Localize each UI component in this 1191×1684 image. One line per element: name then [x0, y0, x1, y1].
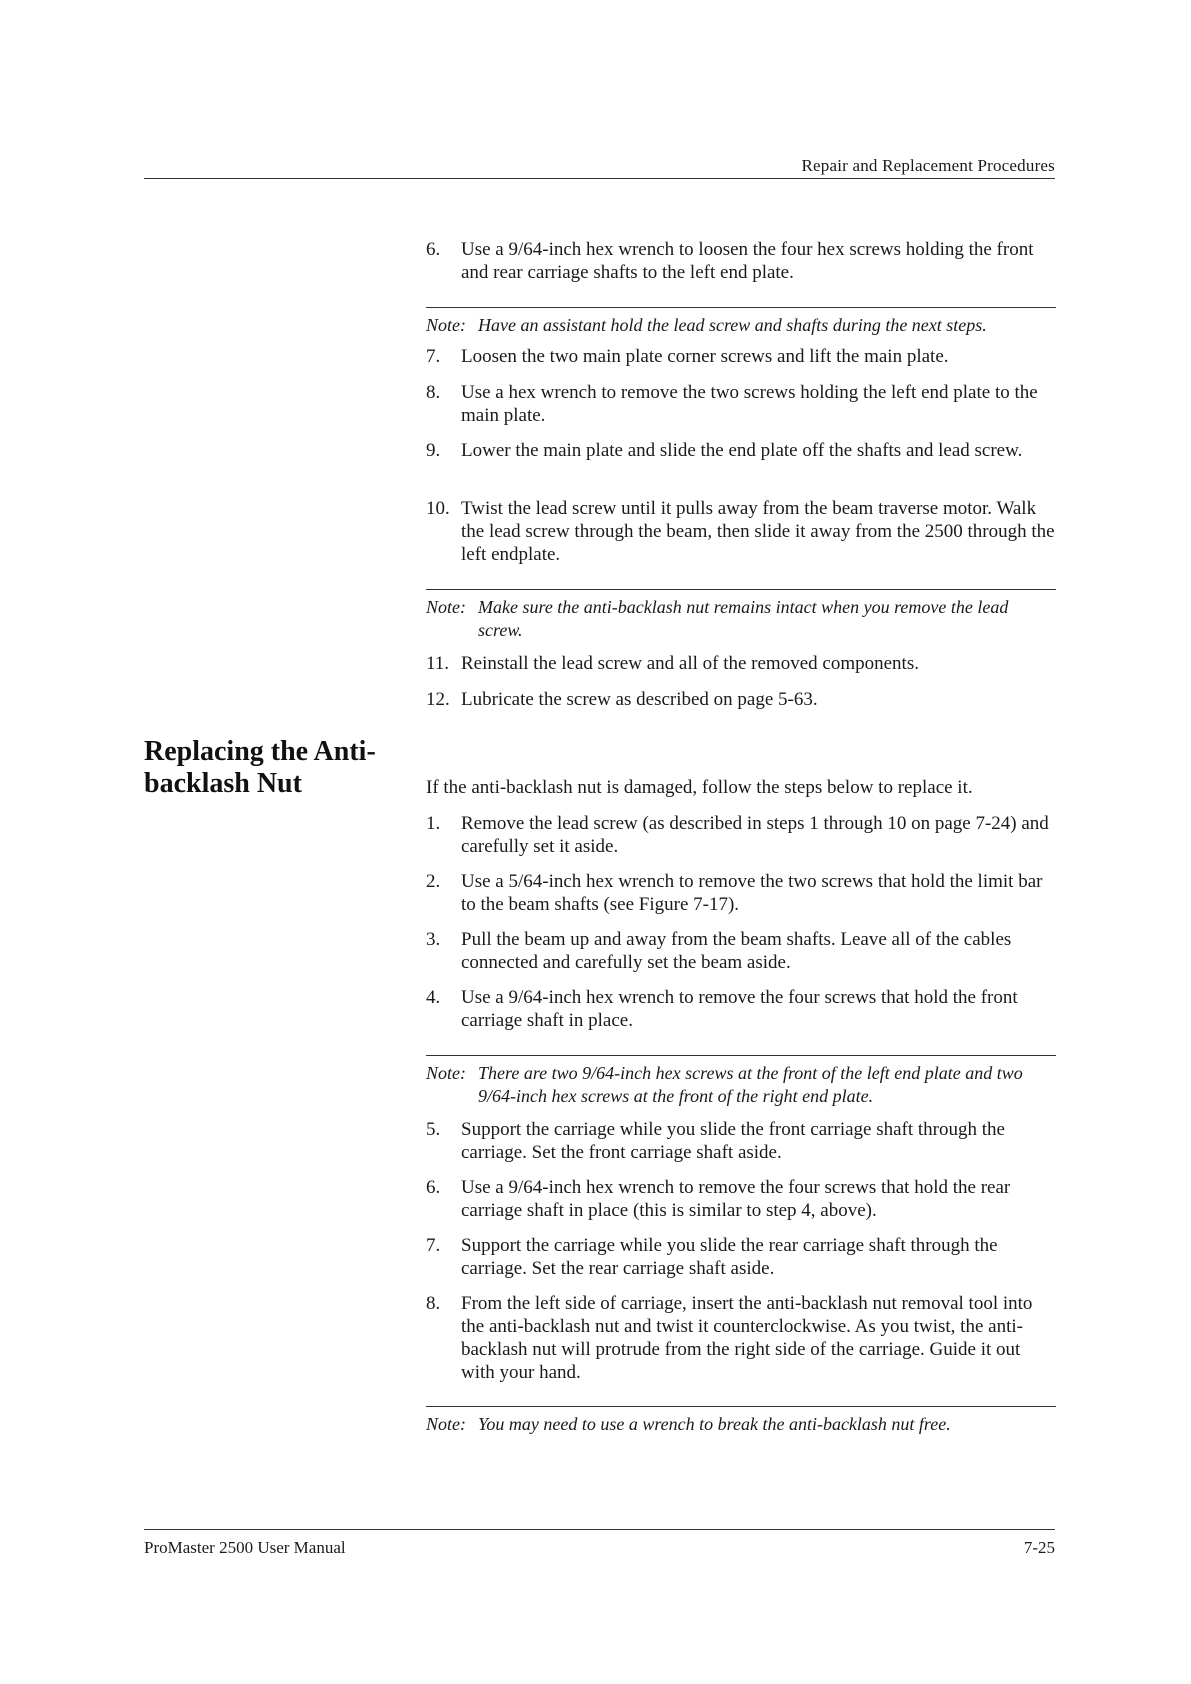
- step-text: Reinstall the lead screw and all of the removed components.: [461, 653, 919, 674]
- running-header: Repair and Replacement Procedures: [801, 156, 1055, 175]
- step-number: 11.: [426, 653, 450, 674]
- note-wrench: [426, 1413, 1056, 1436]
- note-text: Make sure the anti-backlash nut remains intact when you remove the lead screw.: [478, 597, 1009, 640]
- step-12: [426, 688, 1056, 711]
- header-rule: [144, 178, 1055, 179]
- note-text: There are two 9/64-inch hex screws at the front of the left end plate and two 9/64-inch hex screws at the front of the right end plate.: [478, 1063, 1023, 1106]
- step-number: 6.: [426, 239, 441, 260]
- note-hex-screws: [426, 1062, 1056, 1108]
- step-text: Loosen the two main plate corner screws and lift the main plate.: [461, 346, 949, 367]
- step-text: Use a 9/64-inch hex wrench to remove the four screws that hold the rear carriage shaft in place (this is similar to step 4, above).: [461, 1177, 1011, 1221]
- note-rule: [426, 1055, 1056, 1056]
- step-number: 9.: [426, 440, 441, 461]
- note-label: Note:: [426, 1414, 466, 1434]
- step-text: From the left side of carriage, insert the anti-backlash nut removal tool into the anti-backlash nut and twist it counterclockwise. As you twist, the anti-backlash nut will protrude from the right side of the carriage. Guide it out with your hand.: [461, 1293, 1033, 1383]
- step-text: Use a 9/64-inch hex wrench to loosen the four hex screws holding the front and rear carriage shafts to the left end plate.: [461, 239, 1034, 283]
- step-7: [426, 345, 1056, 368]
- step-number: 6.: [426, 1177, 441, 1198]
- step-number: 8.: [426, 382, 441, 403]
- step-text: Support the carriage while you slide the front carriage shaft through the carriage. Set the front carriage shaft aside.: [461, 1119, 1005, 1163]
- step-6: [426, 238, 1056, 284]
- step-number: 2.: [426, 871, 441, 892]
- step-8: [426, 381, 1056, 427]
- step-10: [426, 497, 1056, 566]
- note-text: You may need to use a wrench to break the anti-backlash nut free.: [478, 1414, 951, 1434]
- step-5: [426, 1118, 1056, 1164]
- step-2: [426, 870, 1056, 916]
- note-label: Note:: [426, 1063, 466, 1083]
- step-text: Lubricate the screw as described on page 5-63.: [461, 689, 818, 710]
- note-assistant: [426, 314, 1056, 337]
- step-text: Remove the lead screw (as described in steps 1 through 10 on page 7-24) and carefully set it aside.: [461, 813, 1049, 857]
- note-anti-backlash-intact: [426, 596, 1056, 642]
- step-number: 3.: [426, 929, 441, 950]
- step-9: [426, 439, 1056, 462]
- step-3: [426, 928, 1056, 974]
- step-number: 7.: [426, 346, 441, 367]
- note-label: Note:: [426, 315, 466, 335]
- note-rule: [426, 589, 1056, 590]
- step-text: Support the carriage while you slide the rear carriage shaft through the carriage. Set the rear carriage shaft aside.: [461, 1235, 998, 1279]
- step-number: 8.: [426, 1293, 441, 1314]
- step-number: 7.: [426, 1235, 441, 1256]
- step-number: 12.: [426, 689, 450, 710]
- note-label: Note:: [426, 597, 466, 617]
- section-heading: Replacing the Anti-backlash Nut: [144, 736, 376, 799]
- step-number: 10.: [426, 498, 450, 519]
- step-text: Pull the beam up and away from the beam shafts. Leave all of the cables connected and carefully set the beam aside.: [461, 929, 1012, 973]
- step-number: 5.: [426, 1119, 441, 1140]
- step-text: Use a 9/64-inch hex wrench to remove the four screws that hold the front carriage shaft in place.: [461, 987, 1018, 1031]
- step-text: Twist the lead screw until it pulls away from the beam traverse motor. Walk the lead screw through the beam, then slide it away from the 2500 through the left endplate.: [461, 498, 1055, 565]
- step-8: [426, 1292, 1056, 1384]
- step-11: [426, 652, 1056, 675]
- note-rule: [426, 1406, 1056, 1407]
- step-7: [426, 1234, 1056, 1280]
- footer-manual-title: ProMaster 2500 User Manual: [144, 1538, 346, 1557]
- note-rule: [426, 307, 1056, 308]
- step-text: Use a 5/64-inch hex wrench to remove the two screws that hold the limit bar to the beam shafts (see Figure 7-17).: [461, 871, 1043, 915]
- step-6: [426, 1176, 1056, 1222]
- footer-rule: [144, 1529, 1055, 1530]
- step-text: Lower the main plate and slide the end plate off the shafts and lead screw.: [461, 440, 1023, 461]
- step-1: [426, 812, 1056, 858]
- step-number: 4.: [426, 987, 441, 1008]
- step-text: Use a hex wrench to remove the two screws holding the left end plate to the main plate.: [461, 382, 1038, 426]
- section-intro: If the anti-backlash nut is damaged, follow the steps below to replace it.: [426, 777, 973, 798]
- step-4: [426, 986, 1056, 1032]
- page-number: 7-25: [1023, 1538, 1055, 1557]
- note-text: Have an assistant hold the lead screw and shafts during the next steps.: [478, 315, 987, 335]
- step-number: 1.: [426, 813, 441, 834]
